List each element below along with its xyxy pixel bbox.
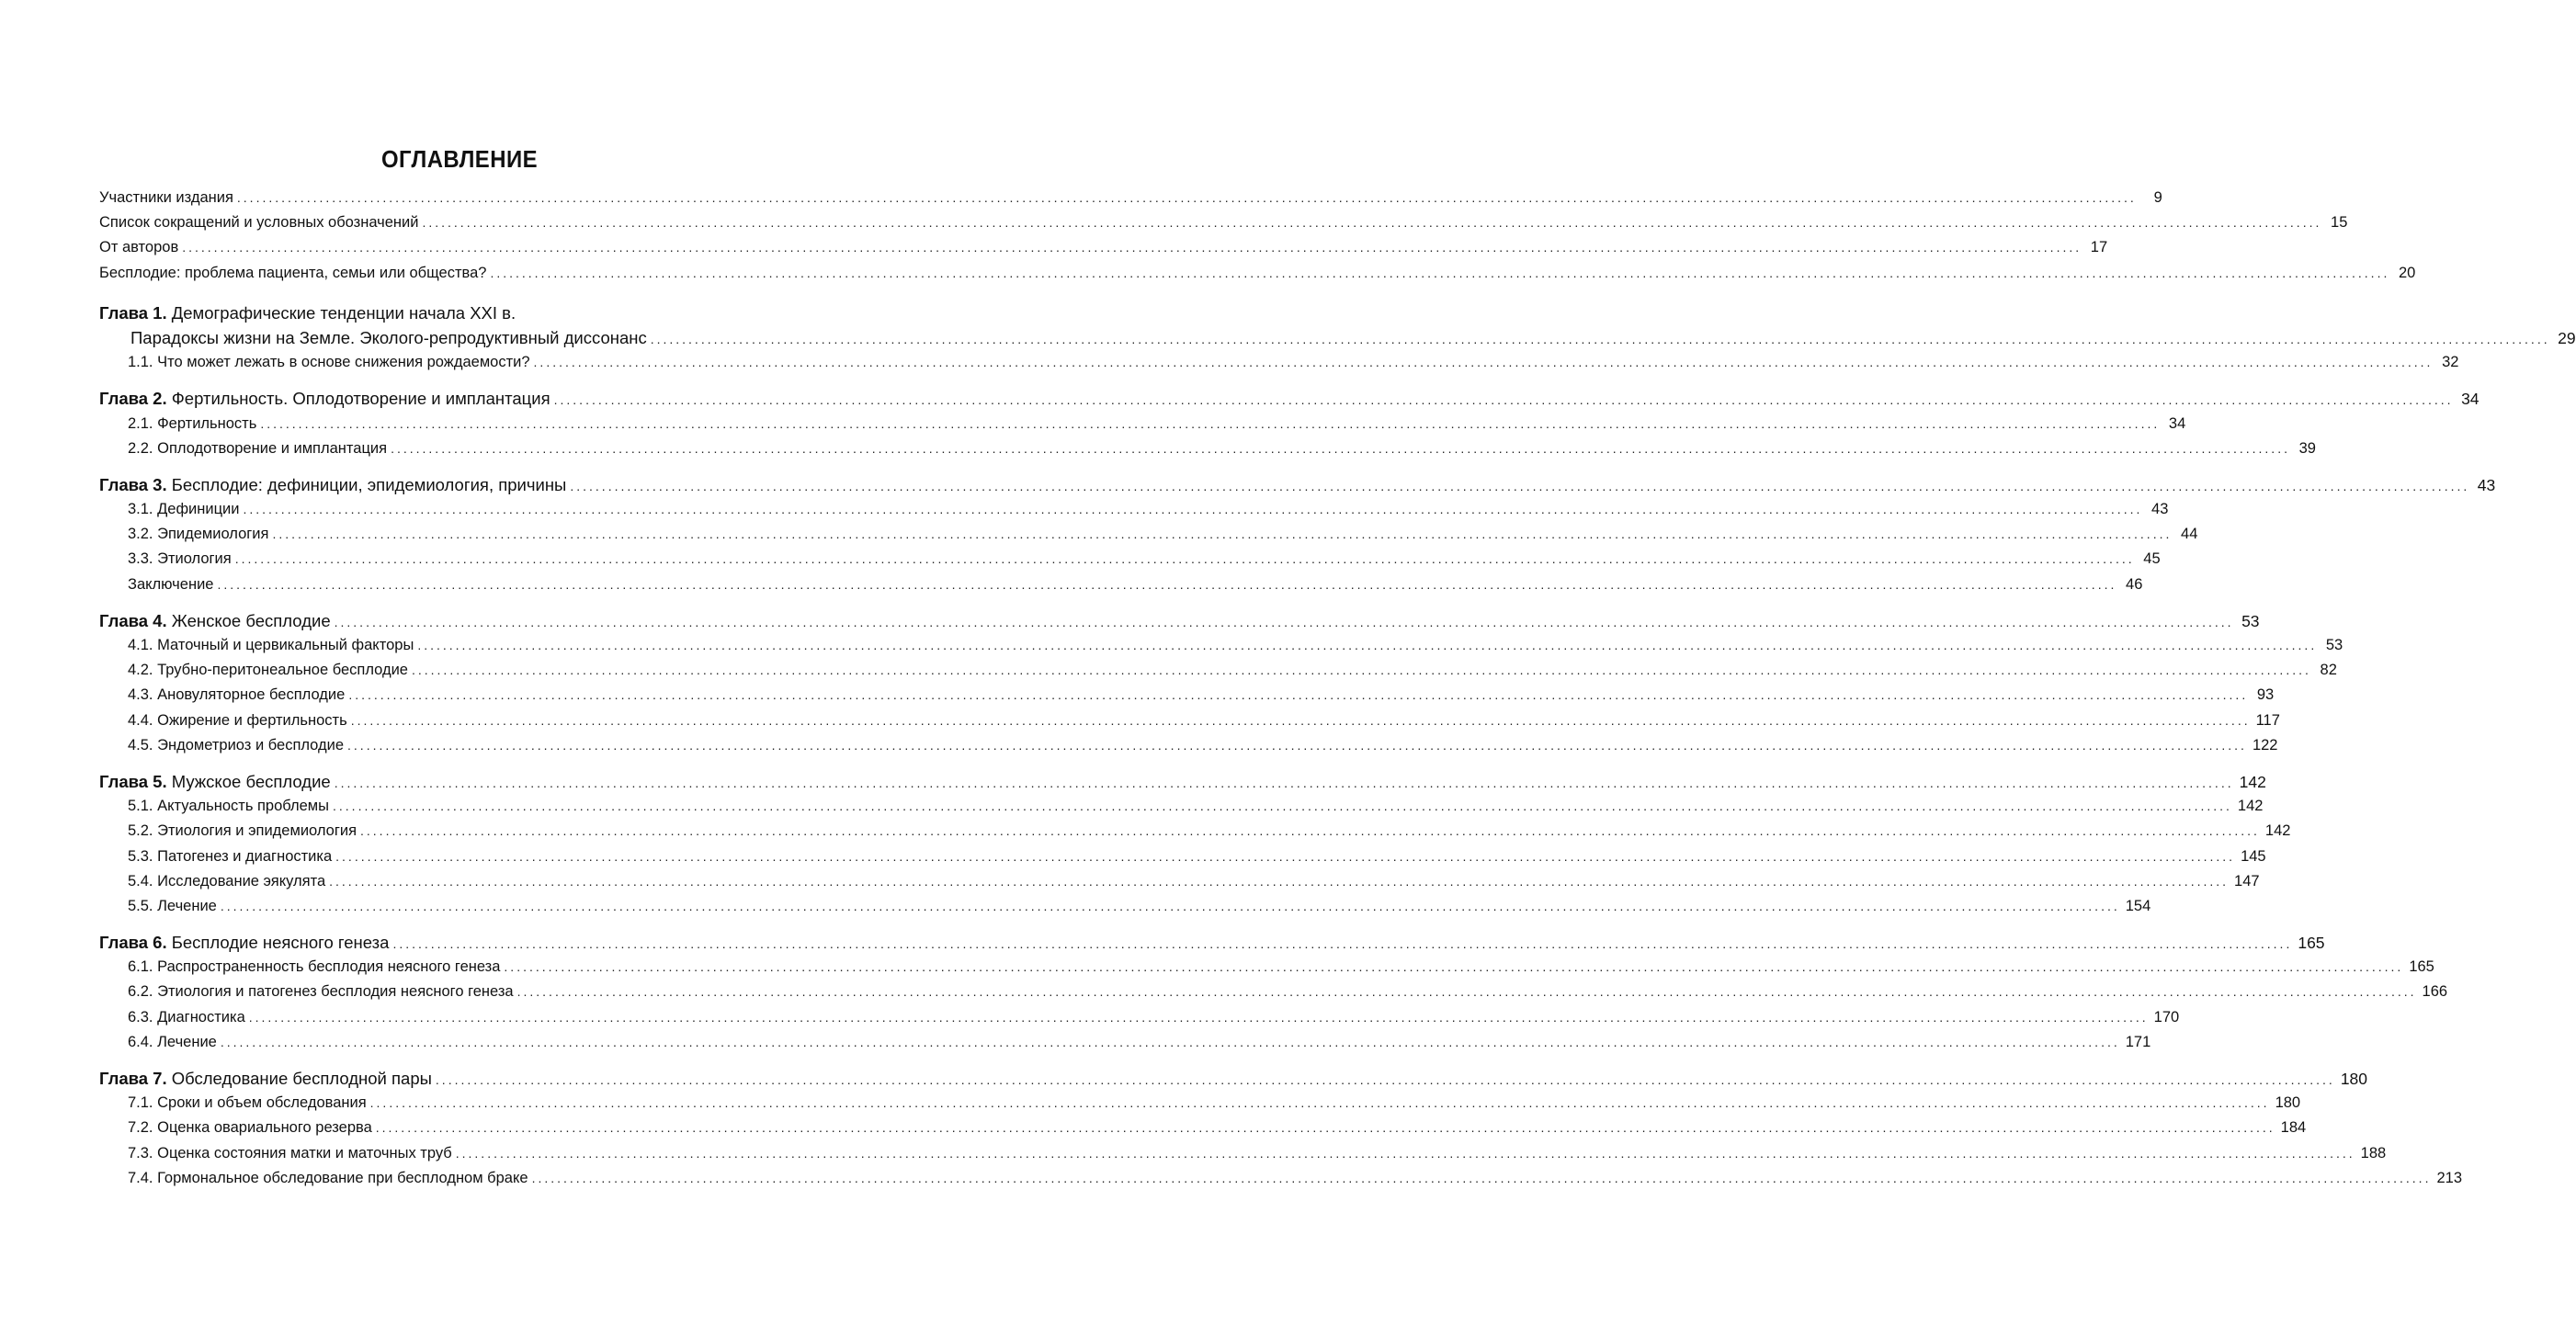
chapter-entry-text <box>99 1066 432 1091</box>
section-entry <box>99 1005 2180 1030</box>
page-number: 145 <box>2241 847 2266 865</box>
entry-label: 4.2. Трубно-перитонеальное бесплодие <box>128 662 408 679</box>
entry-label: 2.1. Фертильность <box>128 414 257 432</box>
chapter-title: Демографические тенденции начала XXI в. <box>171 302 516 323</box>
dot-leader: ............................................................................................................................................................................................................................................................................................................ <box>248 1009 2149 1025</box>
spacer <box>99 375 794 386</box>
entry-label: 3.3. Этиология <box>128 550 232 568</box>
entry-label: 5.3. Патогенез и диагностика <box>128 847 333 865</box>
section-entry-text <box>128 955 500 980</box>
chapter-entry <box>99 386 2480 411</box>
dot-leader: ............................................................................................................................................................................................................................................................................................................ <box>217 576 2117 592</box>
dot-leader: ............................................................................................................................................................................................................................................................................................................ <box>334 614 2234 629</box>
dot-leader: ............................................................................................................................................................................................................................................................................................................ <box>570 478 2470 493</box>
section-entry-text <box>128 980 514 1004</box>
entry-label: 5.4. Исследование эякулята <box>128 872 326 889</box>
page-number: 147 <box>2234 872 2260 889</box>
chapter-title: Парадоксы жизни на Земле. Эколого-репродуктивный диссонанс <box>131 327 647 347</box>
entry-label: 4.5. Эндометриоз и бесплодие <box>128 736 345 753</box>
page-title: ОГЛАВЛЕНИЕ <box>380 145 539 173</box>
page-number: 29 <box>2558 328 2576 347</box>
page-number: 82 <box>2320 662 2337 679</box>
chapter-heading-text <box>99 1069 432 1088</box>
page-number: 213 <box>2436 1169 2462 1186</box>
page-number: 15 <box>2331 214 2348 232</box>
chapter-heading <box>99 300 794 325</box>
dot-leader: ............................................................................................................................................................................................................................................................................................................ <box>392 936 2293 952</box>
page-number: 43 <box>2151 501 2169 518</box>
dot-leader: ............................................................................................................................................................................................................................................................................................................ <box>260 415 2161 431</box>
spacer <box>99 286 794 300</box>
chapter-heading-text <box>99 389 550 408</box>
page-number: 53 <box>2325 637 2343 653</box>
entry-label: 6.2. Этиология и патогенез бесплодия неясного генеза <box>128 983 514 1001</box>
page-number: 43 <box>2477 475 2496 494</box>
front-matter-entry <box>99 186 2162 210</box>
dot-leader: ............................................................................................................................................................................................................................................................................................................ <box>411 663 2311 678</box>
chapter-entry-text <box>99 386 550 411</box>
dot-leader: ............................................................................................................................................................................................................................................................................................................ <box>348 687 2249 703</box>
section-entry <box>99 547 2161 572</box>
chapter-title-continuation <box>99 325 2576 350</box>
page-number: 180 <box>2275 1094 2301 1112</box>
section-entry-text <box>128 733 344 758</box>
chapter-entry-text <box>99 608 331 633</box>
entry-label: 5.2. Этиология и эпидемиология <box>128 822 357 840</box>
section-entry <box>99 633 2343 658</box>
page-number: 34 <box>2168 414 2186 432</box>
section-entry <box>99 1141 2387 1166</box>
page-number: 44 <box>2181 526 2198 543</box>
dot-leader: ............................................................................................................................................................................................................................................................................................................ <box>335 848 2236 864</box>
entry-label: 6.4. Лечение <box>128 1033 217 1050</box>
chapter-entry-text <box>99 930 389 955</box>
section-entry <box>99 497 2169 522</box>
dot-leader: ............................................................................................................................................................................................................................................................................................................ <box>360 823 2260 839</box>
section-entry-text <box>128 844 332 869</box>
entry-label: 1.1. Что может лежать в основе снижения рождаемости? <box>128 354 530 371</box>
page-number: 166 <box>2422 983 2448 1001</box>
entry-label: 4.1. Маточный и цервикальный факторы <box>128 637 414 653</box>
front-matter-entry-text <box>99 261 486 286</box>
section-entry-text <box>128 572 213 597</box>
page-number: 165 <box>2298 934 2325 953</box>
dot-leader: ............................................................................................................................................................................................................................................................................................................ <box>220 1034 2120 1049</box>
section-entry-text <box>128 1166 528 1191</box>
chapter-label: Глава 7. <box>99 1069 167 1088</box>
entry-label: 5.5. Лечение <box>128 897 217 914</box>
entry-label: 7.4. Гормональное обследование при бесплодном браке <box>128 1169 528 1186</box>
page-number: 171 <box>2125 1033 2151 1050</box>
section-entry-text <box>128 819 357 844</box>
section-entry-text <box>128 1141 452 1166</box>
spacer <box>99 597 794 608</box>
entry-label: 5.1. Актуальность проблемы <box>128 798 330 815</box>
section-entry-text <box>128 894 217 919</box>
page-number: 9 <box>2153 189 2162 206</box>
front-matter-entry-text <box>99 235 178 260</box>
dot-leader: ............................................................................................................................................................................................................................................................................................................ <box>455 1145 2355 1161</box>
page-number: 142 <box>2264 822 2291 840</box>
page-number: 122 <box>2252 736 2278 753</box>
chapter-entry-text <box>99 769 331 794</box>
section-entry <box>99 844 2266 869</box>
chapter-entry-text <box>99 472 566 497</box>
section-entry-text <box>128 658 408 683</box>
chapter-heading-text <box>99 475 566 494</box>
section-entry <box>99 980 2448 1004</box>
section-entry-text <box>128 794 329 819</box>
chapter-title: Бесплодие: дефиниции, эпидемиология, причины <box>171 474 567 494</box>
section-entry <box>99 658 2337 683</box>
entry-label: От авторов <box>99 239 179 256</box>
section-entry-text <box>128 708 347 733</box>
table-of-contents <box>99 186 2576 1191</box>
chapter-title: Фертильность. Оплодотворение и имплантация <box>171 389 550 409</box>
chapter-entry <box>99 608 2260 633</box>
chapter-title: Мужское бесплодие <box>171 771 331 791</box>
entry-label: 3.2. Эпидемиология <box>128 526 269 543</box>
dot-leader: ............................................................................................................................................................................................................................................................................................................ <box>375 1120 2275 1136</box>
section-entry <box>99 1091 2301 1116</box>
section-entry-text <box>128 683 345 708</box>
dot-leader: ............................................................................................................................................................................................................................................................................................................ <box>334 775 2234 790</box>
spacer <box>99 919 794 930</box>
page-number: 93 <box>2256 686 2275 704</box>
page-number: 53 <box>2241 611 2260 630</box>
dot-leader: ............................................................................................................................................................................................................................................................................................................ <box>533 355 2434 370</box>
chapter-label: Глава 2. <box>99 389 167 409</box>
section-entry <box>99 683 2275 708</box>
page-number: 34 <box>2461 390 2480 409</box>
page-number: 170 <box>2153 1008 2180 1025</box>
dot-leader: ............................................................................................................................................................................................................................................................................................................ <box>329 873 2230 889</box>
section-entry-text <box>128 869 325 894</box>
section-entry <box>99 733 2278 758</box>
entry-label: Заключение <box>128 575 214 593</box>
dot-leader: ............................................................................................................................................................................................................................................................................................................ <box>220 898 2120 913</box>
front-matter-entry-text <box>99 210 418 235</box>
section-entry-text <box>128 497 239 522</box>
section-entry <box>99 1166 2462 1191</box>
section-entry <box>99 869 2260 894</box>
spacer <box>99 1055 794 1066</box>
page-number: 165 <box>2409 958 2434 976</box>
chapter-entry <box>99 769 2266 794</box>
page-number: 17 <box>2090 239 2108 256</box>
chapter-title: Женское бесплодие <box>171 610 331 630</box>
entry-label: 4.3. Ановуляторное бесплодие <box>128 686 346 704</box>
page-number: 32 <box>2442 354 2459 371</box>
section-entry <box>99 794 2264 819</box>
page-number: 142 <box>2237 798 2264 815</box>
entry-label: 2.2. Оплодотворение и имплантация <box>128 439 388 457</box>
dot-leader: ............................................................................................................................................................................................................................................................................................................ <box>234 551 2135 567</box>
section-entry <box>99 894 2151 919</box>
section-entry-text <box>128 1091 367 1116</box>
section-entry <box>99 522 2198 547</box>
page-number: 117 <box>2255 711 2280 729</box>
section-entry-text <box>128 547 232 572</box>
section-entry <box>99 436 2316 461</box>
section-entry-text <box>128 522 268 547</box>
chapter-heading-text <box>99 933 389 952</box>
chapter-title-continuation-text <box>131 325 647 350</box>
chapter-label: Глава 4. <box>99 610 167 630</box>
chapter-label: Глава 6. <box>99 933 167 953</box>
chapter-label: Глава 5. <box>99 771 167 791</box>
section-entry <box>99 955 2434 980</box>
section-entry <box>99 819 2291 844</box>
dot-leader: ............................................................................................................................................................................................................................................................................................................ <box>417 638 2318 652</box>
entry-label: 6.1. Распространенность бесплодия неясного генеза <box>128 958 501 976</box>
entry-label: Участники издания <box>99 189 233 206</box>
dot-leader: ............................................................................................................................................................................................................................................................................................................ <box>504 959 2404 975</box>
dot-leader: ............................................................................................................................................................................................................................................................................................................ <box>553 392 2454 408</box>
entry-label: Бесплодие: проблема пациента, семьи или общества? <box>99 264 487 281</box>
page-number: 142 <box>2239 772 2266 791</box>
section-entry <box>99 412 2186 436</box>
chapter-entry <box>99 472 2496 497</box>
dot-leader: ............................................................................................................................................................................................................................................................................................................ <box>350 712 2251 728</box>
dot-leader: ............................................................................................................................................................................................................................................................................................................ <box>435 1072 2335 1087</box>
dot-leader: ............................................................................................................................................................................................................................................................................................................ <box>272 527 2173 542</box>
section-entry <box>99 350 2459 375</box>
dot-leader: ............................................................................................................................................................................................................................................................................................................ <box>516 984 2417 1000</box>
page-number: 184 <box>2280 1119 2307 1137</box>
dot-leader: ............................................................................................................................................................................................................................................................................................................ <box>650 331 2550 346</box>
entry-label: 6.3. Диагностика <box>128 1008 245 1025</box>
dot-leader: ............................................................................................................................................................................................................................................................................................................ <box>490 265 2390 280</box>
dot-leader: ............................................................................................................................................................................................................................................................................................................ <box>333 799 2232 814</box>
dot-leader: ............................................................................................................................................................................................................................................................................................................ <box>391 440 2290 456</box>
spacer <box>99 758 794 769</box>
chapter-title: Обследование бесплодной пары <box>171 1069 432 1088</box>
front-matter-entry <box>99 261 2416 286</box>
dot-leader: ............................................................................................................................................................................................................................................................................................................ <box>236 190 2137 205</box>
chapter-title: Бесплодие неясного генеза <box>171 933 390 953</box>
front-matter-entry-text <box>99 186 233 210</box>
chapter-heading-text <box>99 772 331 791</box>
page-number: 154 <box>2125 897 2151 914</box>
dot-leader: ............................................................................................................................................................................................................................................................................................................ <box>422 215 2322 231</box>
page-number: 46 <box>2126 575 2143 593</box>
chapter-entry <box>99 1066 2368 1091</box>
section-entry <box>99 708 2280 733</box>
dot-leader: ............................................................................................................................................................................................................................................................................................................ <box>347 737 2247 753</box>
section-entry-text <box>128 1005 245 1030</box>
chapter-label: Глава 1. <box>99 302 167 323</box>
entry-label: 3.1. Дефиниции <box>128 501 240 518</box>
section-entry <box>99 1116 2307 1140</box>
section-entry <box>99 572 2143 597</box>
chapter-label: Глава 3. <box>99 474 167 494</box>
front-matter-entry <box>99 210 2348 235</box>
section-entry-text <box>128 350 530 375</box>
page-number: 180 <box>2340 1070 2368 1088</box>
chapter-heading-text <box>99 611 331 630</box>
section-entry-text <box>128 1030 217 1055</box>
dot-leader: ............................................................................................................................................................................................................................................................................................................ <box>369 1095 2270 1111</box>
section-entry <box>99 1030 2151 1055</box>
dot-leader: ............................................................................................................................................................................................................................................................................................................ <box>531 1170 2432 1185</box>
chapter-entry <box>99 930 2325 955</box>
section-entry-text <box>128 633 414 658</box>
dot-leader: ............................................................................................................................................................................................................................................................................................................ <box>182 240 2082 255</box>
front-matter-entry <box>99 235 2108 260</box>
section-entry-text <box>128 412 256 436</box>
page-number: 45 <box>2143 550 2161 568</box>
entry-label: Список сокращений и условных обозначений <box>99 214 419 232</box>
section-entry-text <box>128 1116 372 1140</box>
page-number: 20 <box>2399 264 2416 281</box>
entry-label: 7.3. Оценка состояния матки и маточных труб <box>128 1144 452 1161</box>
entry-label: 4.4. Ожирение и фертильность <box>128 711 347 729</box>
spacer <box>99 461 794 472</box>
page-number: 39 <box>2298 439 2316 457</box>
page-number: 188 <box>2360 1144 2387 1161</box>
dot-leader: ............................................................................................................................................................................................................................................................................................................ <box>243 502 2143 517</box>
entry-label: 7.2. Оценка овариального резерва <box>128 1119 372 1137</box>
section-entry-text <box>128 436 387 461</box>
entry-label: 7.1. Сроки и объем обследования <box>128 1094 367 1112</box>
